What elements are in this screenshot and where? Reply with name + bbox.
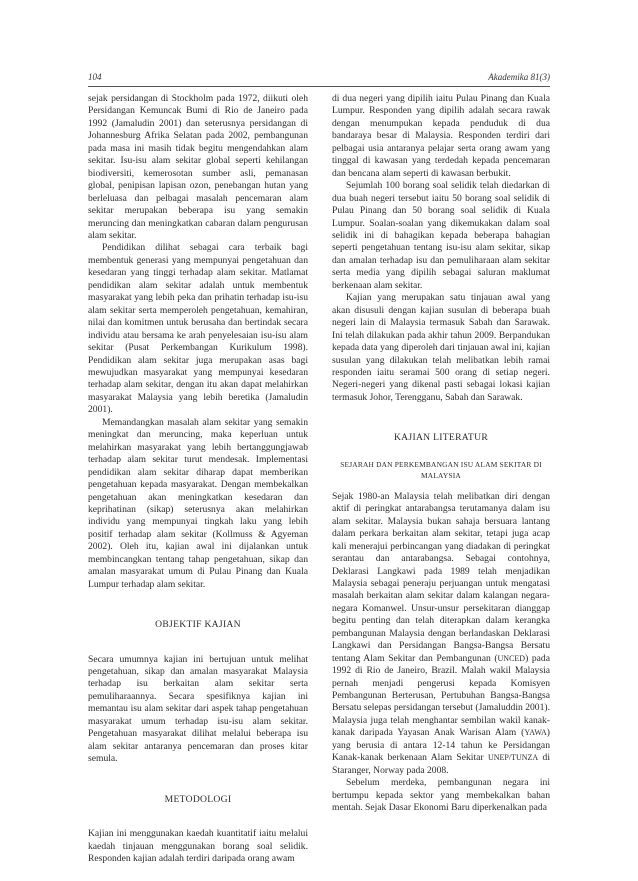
left-column [88, 93, 308, 865]
journal-title: Akademika 81(3) [488, 72, 550, 82]
paragraph: Kajian yang merupakan satu tinjauan awal yang akan disusuli dengan kajian susulan di beberapa buah negeri lain di Malaysia termasuk Sabah dan Sarawak. Ini telah dilakukan pada akhir tahun 2009. Berpandukan kepada data yang diperoleh dari tinjauan awal ini, kajian susulan yang dilakukan telah melibatkan lebih ramai responden iaitu seramai 500 orang di setiap negeri. Negeri-negeri yang dikenal pasti sebagai lokasi kajian termasuk Johor, Terengganu, Sabah dan Sarawak. [332, 292, 550, 403]
paragraph: sejak persidangan di Stockholm pada 1972, diikuti oleh Persidangan Kemuncak Bumi di Rio de Janeiro pada 1992 (Jamaludin 2001) dan seterusnya persidangan di Johannesburg Afrika Selatan pada 2002, pembangunan pada masa ini masih tidak begitu mengendahkan alam sekitar. Isu-isu alam sekitar global seperti kehilangan biodiversiti, kemerosotan sumber asli, pemanasan global, penipisan lapisan ozon, penebangan hutan yang berleluasa dan pelbagai masalah pencemaran alam sekitar merupakan beberapa isu yang semakin meruncing dan meningkatkan cabaran dalam pengurusan alam sekitar. [88, 93, 308, 241]
paragraph: Sebelum merdeka, pembangunan negara ini bertumpu kepada sektor yang membekalkan bahan mentah. Sejak Dasar Ekonomi Baru diperkenalkan pada [332, 777, 550, 814]
header-rule [88, 86, 550, 87]
paragraph: Pendidikan dilihat sebagai cara terbaik bagi membentuk generasi yang mempunyai pengetahuan dan kesedaran yang tinggi terhadap alam sekitar. Matlamat pendidikan alam sekitar adalah untuk membentuk masyarakat yang lebih peka dan prihatin terhadap isu-isu alam sekitar serta memperoleh pengetahuan, kemahiran, nilai dan komitmen untuk berusaha dan bertindak secara individu atau bersama ke arah penyelesaian isu-isu alam sekitar (Pusat Perkembangan Kurikulum 1998). Pendidikan alam sekitar juga merupakan asas bagi mewujudkan masyarakat yang mempunyai kesedaran terhadap alam sekitar, dengan itu akan dapat melahirkan masyarakat Malaysia yang lebih beretika (Jamaludin 2001). [88, 242, 308, 416]
subsection-heading-sejarah: SEJARAH DAN PERKEMBANGAN ISU ALAM SEKITAR DI MALAYSIA [340, 459, 542, 480]
section-heading-literatur: KAJIAN LITERATUR [393, 432, 489, 444]
paragraph [332, 491, 550, 777]
page-number: 104 [88, 72, 102, 82]
section-heading-metodologi: METODOLOGI [164, 793, 232, 805]
right-column [332, 93, 550, 815]
paragraph: Sejumlah 100 borang soal selidik telah diedarkan di dua buah negeri tersebut iaitu 50 borang soal selidik di Pulau Pinang dan 50 borang soal selidik di Kuala Lumpur. Soalan-soalan yang dikemukakan dalam soal selidik ini di bahagikan kepada beberapa bahagian seperti pengetahuan tentang isu-isu alam sekitar, sikap dan amalan terhadap isu dan pemuliharaan alam sekitar serta media yang dipilih sebagai saluran maklumat berkenaan alam sekitar. [332, 180, 550, 291]
text-run: ) yang berusia di antara 12-14 tahun ke Persidangan Kanak-kanak berkenaan Alam Sekitar [332, 727, 550, 764]
acronym: YAWA [524, 728, 547, 738]
paragraph: Memandangkan masalah alam sekitar yang semakin meningkat dan meruncing, maka keperluan untuk melahirkan masyarakat yang lebih bertanggungjawab terhadap alam sekitar turut mendesak. Implementasi pendidikan alam sekitar diharap dapat memberikan pengetahuan kepada masyarakat. Dengan membekalkan pengetahuan akan meningkatkan kesedaran dan keprihatinan (sikap) seterusnya akan melahirkan individu yang mempunyai tingkah laku yang lebih positif terhadap alam sekitar (Kollmuss & Agyeman 2002). Oleh itu, kajian awal ini dijalankan untuk membincangkan tentang tahap pengetahuan, sikap dan amalan masyarakat umum di Pulau Pinang dan Kuala Lumpur terhadap alam sekitar. [88, 416, 308, 590]
text-run: Sejak 1980-an Malaysia telah melibatkan diri dengan aktif di peringkat antarabangsa terutamanya dalam isu alam sekitar. Malaysia bukan sahaja bersuara lantang dalam perkara berkaitan alam sekitar, tetapi juga acap kali menerajui perbincangan yang diadakan di peringkat serantau dan antarabangsa. Sebagai contohnya, Deklarasi Langkawi pada 1989 telah menjadikan Malaysia sebagai peneraju perjuangan untuk mengatasi masalah berkaitan alam sekitar dalam kalangan negara-negara Komanwel. Unsur-unsur persekitaran dianggap begitu penting dan telah diterapkan dalam kerangka pembangunan Malaysia dengan berlandaskan Deklarasi Langkawi dan Persidangan Bangsa-Bangsa Bersatu tentang Alam Sekitar dan Pembangunan ( [332, 490, 550, 664]
paragraph: Kajian ini menggunakan kaedah kuantitatif iaitu melalui kaedah tinjauan menggunakan borang soal selidik. Responden kajian adalah terdiri daripada orang awam [88, 828, 308, 865]
paragraph: di dua negeri yang dipilih iaitu Pulau Pinang dan Kuala Lumpur. Responden yang dipilih adalah secara rawak dengan menumpukan kepada penduduk di dua bandaraya besar di Malaysia. Responden terdiri dari pelbagai usia antaranya pelajar serta orang awam yang tinggal di kawasan yang terdedah kepada pencemaran dan bencana alam seperti di kawasan berbukit. [332, 93, 550, 179]
running-header [88, 72, 550, 86]
text-run: di Staranger, Norway pada 2008. [332, 752, 550, 776]
section-heading-objektif: OBJEKTIF KAJIAN [155, 619, 241, 631]
acronym: UNCED [497, 653, 526, 663]
paragraph: Secara umumnya kajian ini bertujuan untuk melihat pengetahuan, sikap dan amalan masyarakat Malaysia terhadap isu berkaitan alam sekitar serta pemuliharaannya. Secara spesifiknya kajian ini memantau isu alam sekitar dari aspek tahap pengetahuan masyarakat umum terhadap isu-isu alam sekitar. Pengetahuan masyarakat dilihat melalui beberapa isu alam sekitar antaranya pencemaran dan proses kitar semula. [88, 653, 308, 765]
text-run: ) pada 1992 di Rio de Janeiro, Brazil. Malah wakil Malaysia pernah menjadi pengerusi kepada Komisyen Pembangunan Berterusan, Pertubuhan Bangsa-Bangsa Bersatu selepas persidangan tersebut (Jamaluddin 2001). Malaysia juga telah menghantar sembilan wakil kanak-kanak daripada Yayasan Anak Warisan Alam ( [332, 652, 550, 739]
acronym: UNEP/TUNZA [487, 753, 539, 763]
